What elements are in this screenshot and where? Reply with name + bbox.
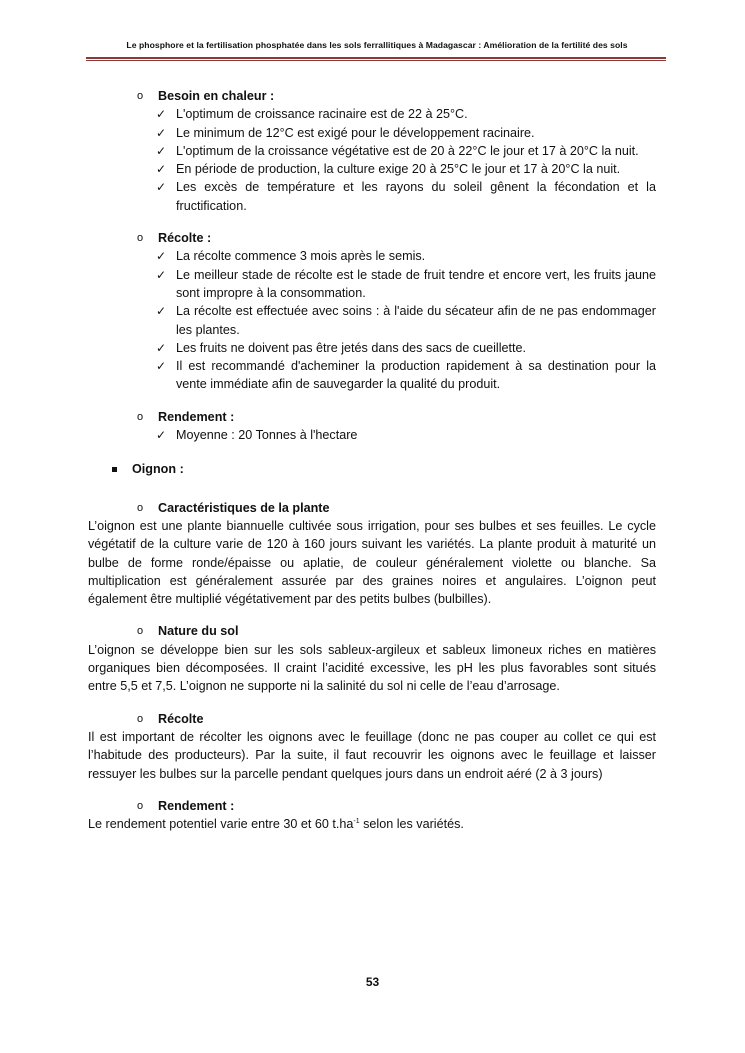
list-item: ✓ Il est recommandé d'acheminer la production rapidement à sa destination pour la vente immédiate afin de sauvegarder la qualité du produit.	[156, 359, 656, 392]
page-number: 53	[365, 975, 380, 989]
checkmark-icon: ✓	[156, 162, 167, 177]
crop-heading-oignon	[88, 460, 656, 478]
list-item: ✓ Les fruits ne doivent pas être jetés dans des sacs de cueillette.	[88, 339, 656, 357]
section-heading-text: Caractéristiques de la plante	[158, 500, 330, 515]
list-item: ✓ Le meilleur stade de récolte est le stade de fruit tendre et encore vert, les fruits jaune sont impropre à la consommation.	[156, 267, 656, 300]
section-heading-text: Besoin en chaleur :	[158, 89, 275, 103]
section-heading-rendement	[88, 408, 656, 426]
checkmark-icon: ✓	[156, 267, 167, 282]
list-item: ✓ En période de production, la culture exige 20 à 25°C le jour et 17 à 20°C la nuit.	[88, 160, 656, 178]
paragraph-rendement: Le rendement potentiel varie entre 30 et 60 $t.ha^{-1}$ selon les variétés.	[88, 817, 464, 832]
checkmark-icon: ✓	[156, 340, 167, 355]
running-header: Le phosphore et la fertilisation phosphatée dans les sols ferrallitiques à Madagascar : Amélioration de la fertilité des sols	[126, 40, 628, 50]
list-item: ✓ Moyenne : 20 Tonnes à l'hectare	[88, 426, 656, 444]
circle-bullet-icon: o	[137, 799, 144, 812]
circle-bullet-icon: o	[137, 232, 144, 245]
page-body	[88, 87, 656, 833]
section-heading-text: Récolte	[158, 711, 204, 726]
circle-bullet-icon: o	[137, 712, 144, 725]
circle-bullet-icon: o	[137, 501, 144, 514]
section-heading-recolte	[88, 229, 656, 247]
checkmark-icon: ✓	[156, 180, 167, 195]
checklist-recolte	[88, 247, 656, 393]
square-bullet-icon	[112, 467, 117, 472]
paragraph-caracteristiques: L’oignon est une plante biannuelle cultivée sous irrigation, pour ses bulbes et ses feuilles. Le cycle végétatif de la culture varie de 120 à 160 jours suivant les variétés. La plante produit à maturité un bulbe de forme ronde/épaisse ou aplatie, de couleur généralement violette ou blanche. Sa multiplication est généralement assurée par des graines noires et angulaires. L’oignon peut également être multiplié végétativement par des petits bulbes (bulbilles).	[88, 518, 656, 607]
checklist-rendement	[88, 426, 656, 444]
circle-bullet-icon: o	[137, 625, 144, 638]
checkmark-icon: ✓	[156, 304, 167, 319]
list-item: ✓ L'optimum de la croissance végétative est de 20 à 22°C le jour et 17 à 20°C la nuit.	[88, 142, 656, 160]
circle-bullet-icon: o	[137, 410, 144, 423]
section-heading-recolte-oignon	[88, 710, 656, 728]
crop-heading-text: Oignon :	[132, 462, 184, 477]
list-item: ✓ La récolte est effectuée avec soins : à l'aide du sécateur afin de ne pas endommager les plantes.	[156, 304, 656, 337]
section-heading-rendement-oignon	[88, 797, 656, 815]
list-item: ✓ L'optimum de croissance racinaire est de 22 à 25°C.	[88, 105, 656, 123]
list-item: ✓ Le minimum de 12°C est exigé pour le développement racinaire.	[88, 124, 656, 142]
circle-bullet-icon: o	[137, 90, 144, 102]
checkmark-icon: ✓	[156, 428, 167, 443]
section-heading-text: Rendement :	[158, 798, 235, 813]
section-heading-text: Rendement :	[158, 409, 235, 424]
paragraph-recolte: Il est important de récolter les oignons avec le feuillage (donc ne pas couper au collet ce qui est l’habitude des producteurs). Par la suite, il faut recouvrir les oignons avec le feuillage et laisser ressuyer les bulbes sur la parcelle pendant quelques jours dans un endroit aéré (2 à 3 jours)	[88, 729, 656, 781]
checkmark-icon: ✓	[156, 107, 167, 122]
section-heading-text: Nature du sol	[158, 624, 239, 639]
checkmark-icon: ✓	[156, 125, 167, 140]
section-heading-sol	[88, 622, 656, 640]
checkmark-icon: ✓	[156, 143, 167, 158]
unit-exponent: -1	[353, 817, 360, 825]
section-heading-caracteristiques	[88, 499, 656, 517]
checkmark-icon: ✓	[156, 249, 167, 264]
section-heading-text: Récolte :	[158, 231, 212, 246]
list-item: ✓ La récolte commence 3 mois après le semis.	[88, 247, 656, 265]
list-item: ✓ Les excès de température et les rayons du soleil gênent la fécondation et la fructification.	[156, 180, 656, 213]
section-heading-chaleur	[88, 87, 656, 105]
checkmark-icon: ✓	[156, 359, 167, 374]
header-divider	[86, 57, 666, 61]
paragraph-sol: L’oignon se développe bien sur les sols sableux-argileux et sableux limoneux riches en matières organiques bien décomposées. Il craint l’acidité excessive, les pH les plus favorables sont situés entre 5,5 et 7,5. L’oignon ne supporte ni la salinité du sol ni celle de l’eau d’arrosage.	[88, 642, 656, 694]
checklist-chaleur	[88, 105, 656, 215]
